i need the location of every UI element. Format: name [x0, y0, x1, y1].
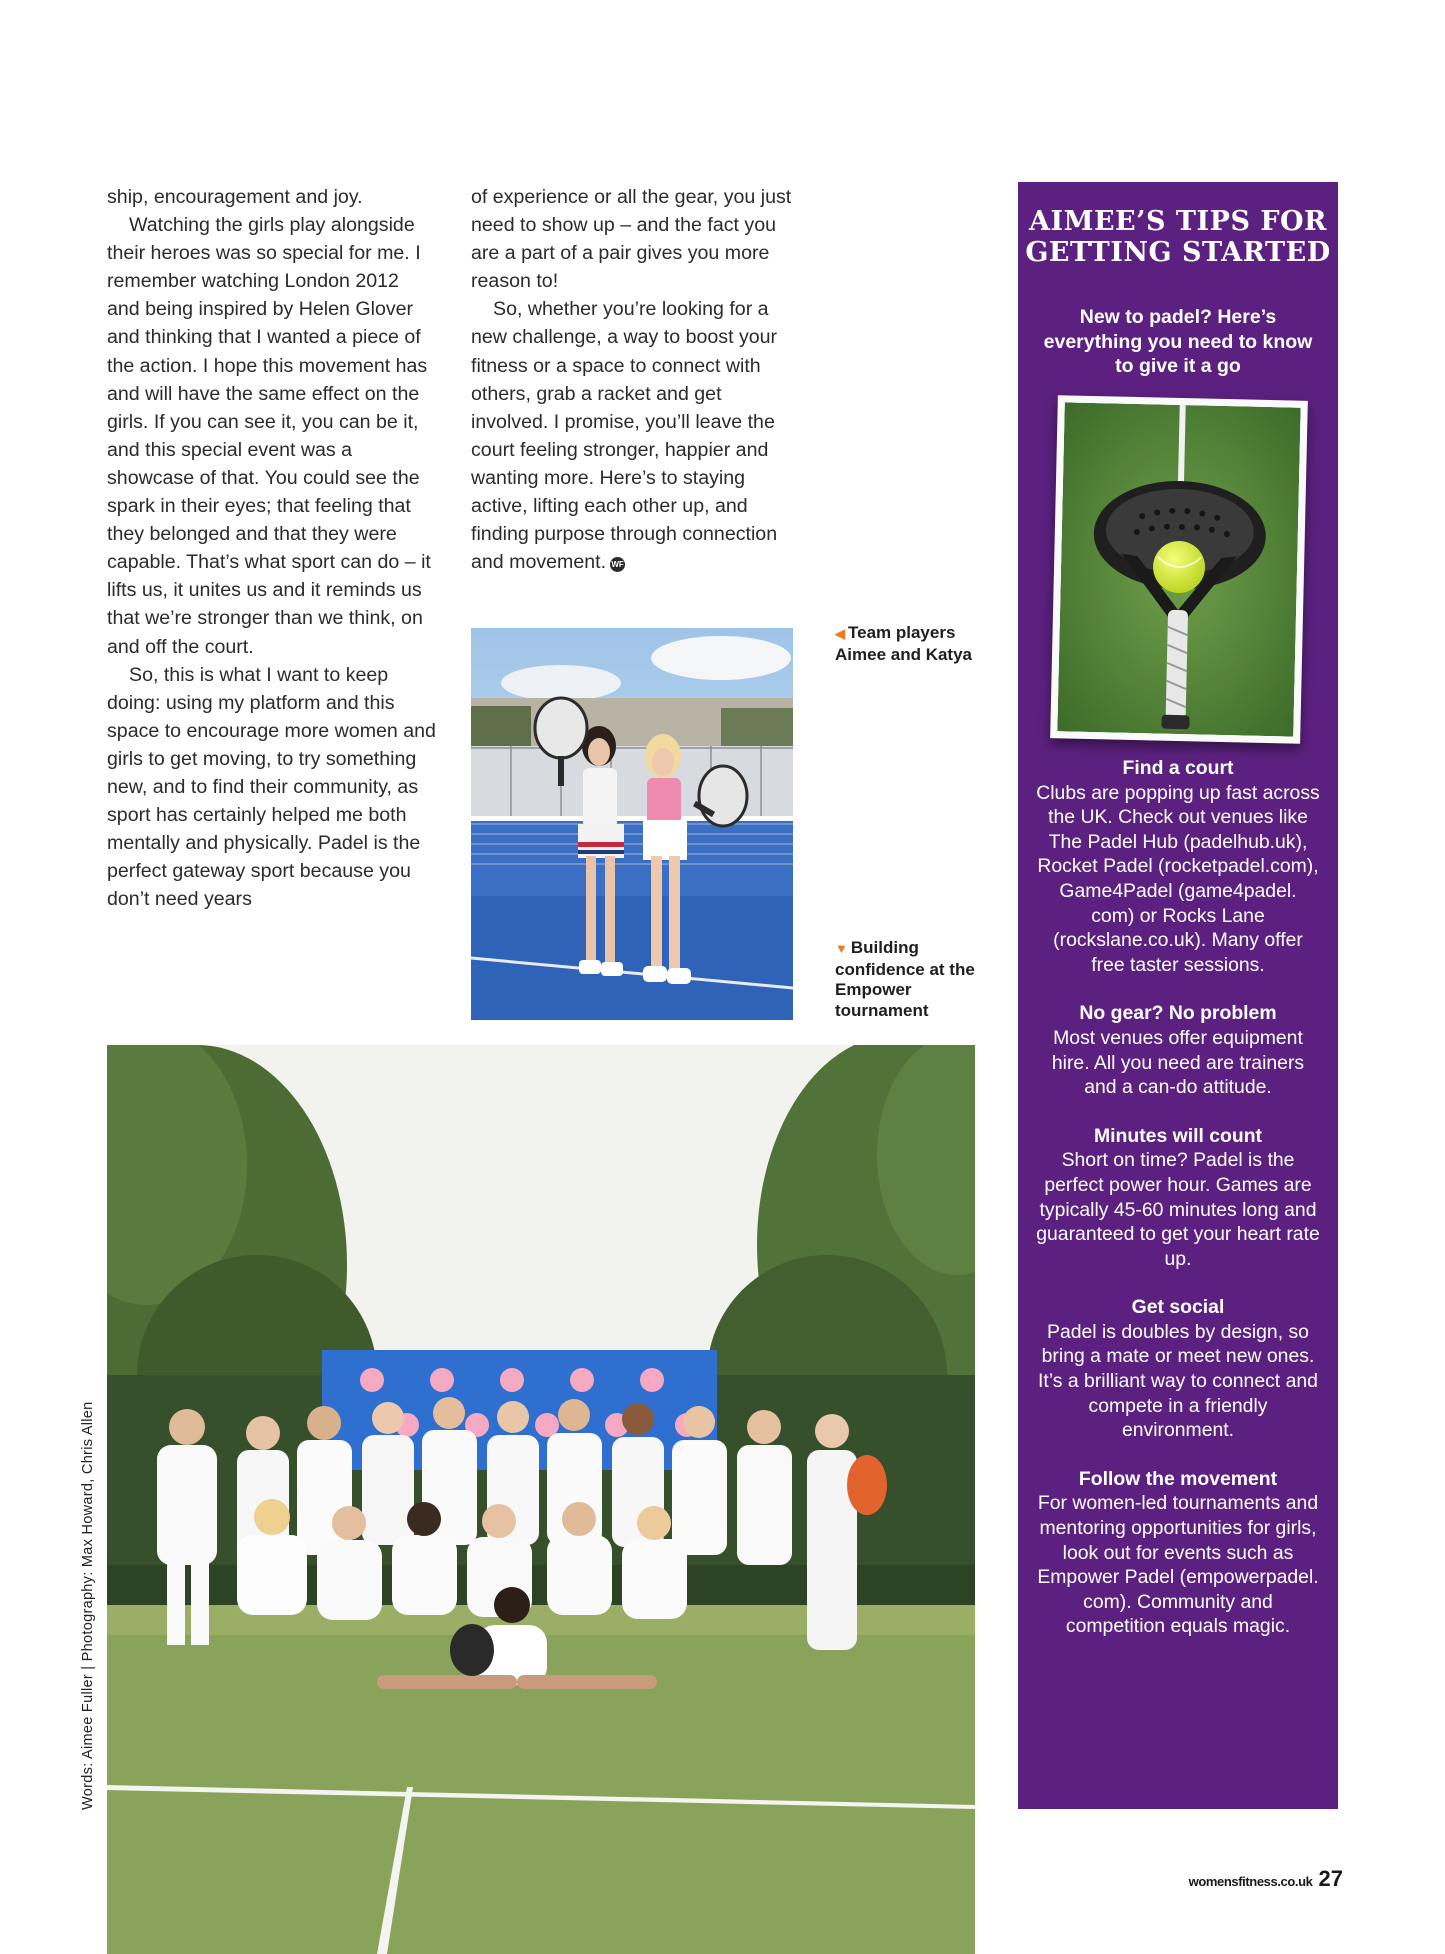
padel-racket-image	[1057, 402, 1300, 736]
end-mark-icon: WF	[610, 557, 625, 572]
empower-tournament-group-photo	[107, 1045, 975, 1954]
footer-website: womensfitness.co.uk	[1188, 1874, 1313, 1889]
article-column-1	[107, 183, 437, 913]
tip-item	[1018, 1001, 1338, 1099]
tip-heading: Follow the movement	[1078, 1467, 1278, 1490]
article-paragraph	[471, 295, 801, 576]
tip-heading: No gear? No problem	[1079, 1002, 1277, 1025]
caption-team-players	[835, 623, 975, 665]
tip-body: Short on time? Padel is the perfect power hour. Games are typically 45-60 minutes long and guaranteed to get your heart rate up.	[1036, 1149, 1320, 1270]
tips-title: AIMEE’S TIPS FOR GETTING STARTED	[1025, 206, 1331, 268]
team-players-photo	[471, 628, 793, 1020]
article-column-2	[471, 183, 801, 576]
page-footer	[1168, 1866, 1343, 1892]
caption-confidence-text: Building confidence at the Empower tournament	[835, 938, 975, 1020]
tip-item	[1018, 1295, 1338, 1443]
tip-heading: Get social	[1131, 1296, 1225, 1319]
article-paragraph: Watching the girls play alongside their heroes was so special for me. I remember watching London 2012 and being inspired by Helen Glover and thinking that I wanted a piece of the action. I hope this movement has and will have the same effect on the girls. If you can see it, you can be it, and this special event was a showcase of that. You could see the spark in their eyes; that feeling that they belonged and that they were capable. That’s what sport can do – it lifts us, it unites us and it reminds us that we’re stronger than we think, on and off the court.	[107, 214, 431, 658]
article-paragraph: of experience or all the gear, you just need to show up – and the fact you are a part of a pair gives you more reason to!	[471, 186, 792, 293]
page-number: 27	[1318, 1866, 1343, 1891]
tip-heading: Minutes will count	[1093, 1124, 1263, 1147]
article-paragraph-text: So, whether you’re looking for a new challenge, a way to boost your fitness or a space to connect with others, grab a racket and get involved. I promise, you’ll leave the court feeling stronger, happier and wanting more. Here’s to staying active, lifting each other up, and finding purpose through connection and movement.	[471, 298, 778, 574]
article-paragraph: ship, encouragement and joy.	[107, 186, 363, 208]
arrow-down-icon: ▼	[835, 941, 848, 956]
caption-team-text: Team players Aimee and Katya	[835, 623, 972, 664]
tip-item	[1018, 1124, 1338, 1272]
tip-heading: Find a court	[1122, 757, 1234, 779]
tips-list	[1018, 756, 1338, 1663]
arrow-left-icon: ◀	[835, 626, 845, 641]
padel-racket-photo	[1050, 395, 1308, 744]
article-paragraph: So, this is what I want to keep doing: using my platform and this space to encourage more women and girls to get moving, to try something new, and to find their community, as sport has certainly helped me both mentally and physically. Padel is the perfect gateway sport because you don’t need years	[107, 663, 436, 911]
tip-item	[1018, 756, 1338, 977]
tip-body: Padel is doubles by design, so bring a mate or meet new ones. It’s a brilliant way to connect and compete in a friendly environment.	[1038, 1320, 1318, 1442]
tip-item	[1018, 1467, 1338, 1639]
tip-body: For women-led tournaments and mentoring opportunities for girls, look out for events such as Empower Padel (empowerpadel. com). Community and competition equals magic.	[1037, 1492, 1319, 1638]
tip-body: Most venues offer equipment hire. All you need are trainers and a can-do attitude.	[1051, 1026, 1305, 1099]
caption-building-confidence	[835, 938, 985, 1021]
tips-intro: New to padel? Here’s everything you need to know to give it a go	[1043, 306, 1313, 377]
tip-body: Clubs are popping up fast across the UK. Check out venues like The Padel Hub (padelhub.uk), Rocket Padel (rocketpadel.com), Game4Padel (game4padel. com) or Rocks Lane (rockslane.co.uk). Many offer free taster sessions.	[1036, 781, 1320, 976]
photo-credit-text: Words: Aimee Fuller | Photography: Max Howard, Chris Allen	[80, 1401, 96, 1810]
